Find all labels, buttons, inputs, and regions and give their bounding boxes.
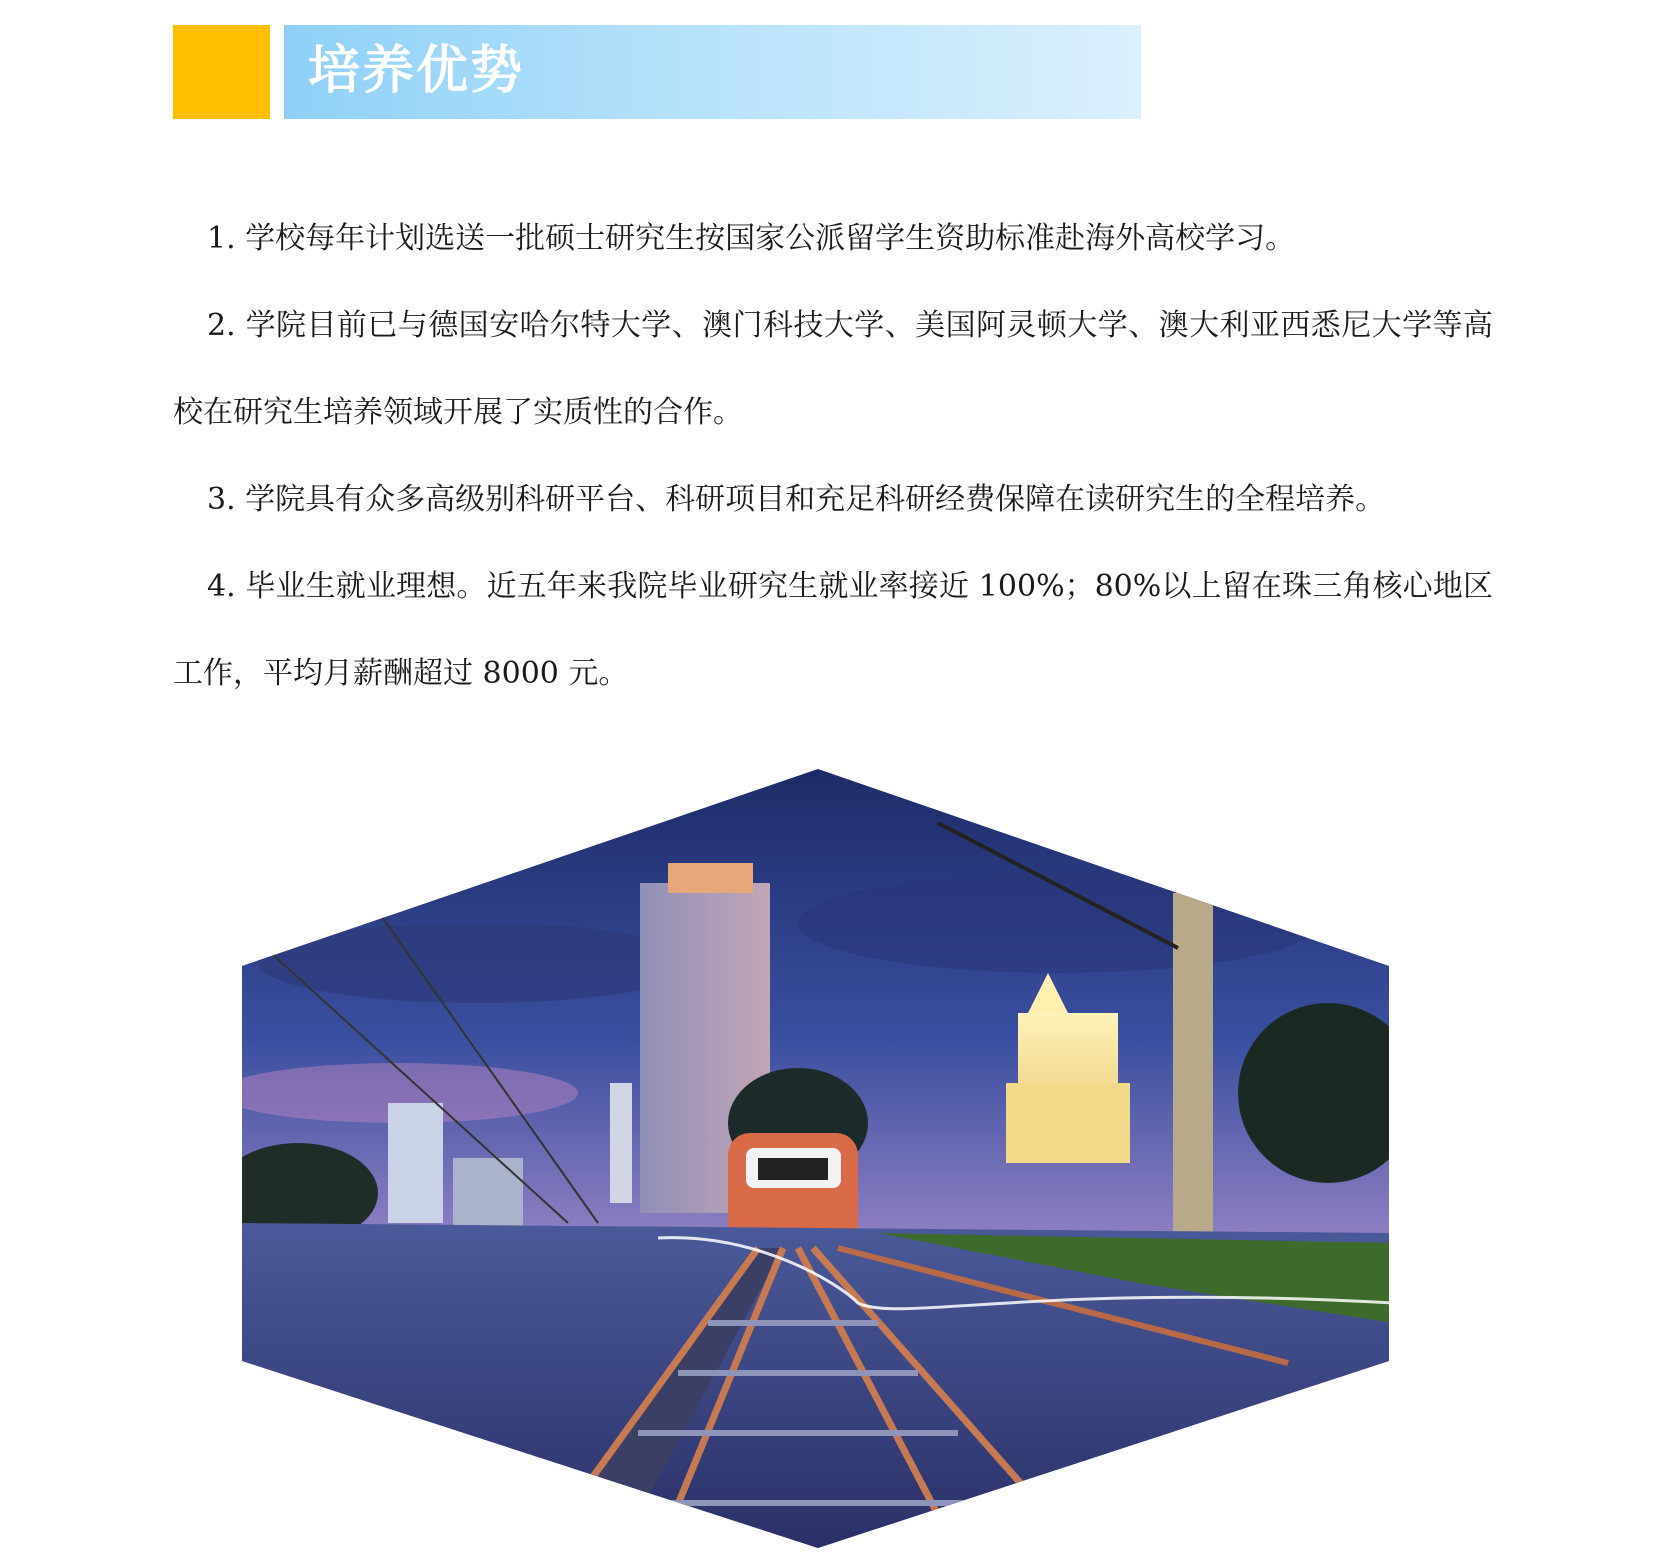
title-band xyxy=(284,25,1141,119)
section-title: 培养优势 xyxy=(308,41,525,101)
advantage-item-2: 2. 学院目前已与德国安哈尔特大学、澳门科技大学、美国阿灵顿大学、澳大利亚西悉尼大学等高校在研究生培养领域开展了实质性的合作。 xyxy=(173,308,1493,430)
advantage-item-3: 3. 学院具有众多高级别科研平台、科研项目和充足科研经费保障在读研究生的全程培养。 xyxy=(207,482,1386,517)
advantages-list xyxy=(173,195,1493,717)
advantage-item-4: 4. 毕业生就业理想。近五年来我院毕业研究生就业率接近 100%；80%以上留在珠三角核心地区工作，平均月薪酬超过 8000 元。 xyxy=(173,569,1493,691)
accent-block xyxy=(173,25,270,119)
railway-city-photo-image xyxy=(238,763,1393,1553)
advantage-item-1: 1. 学校每年计划选送一批硕士研究生按国家公派留学生资助标准赴海外高校学习。 xyxy=(207,221,1296,256)
hexagon-photo xyxy=(238,763,1393,1553)
section-header xyxy=(173,25,1141,119)
